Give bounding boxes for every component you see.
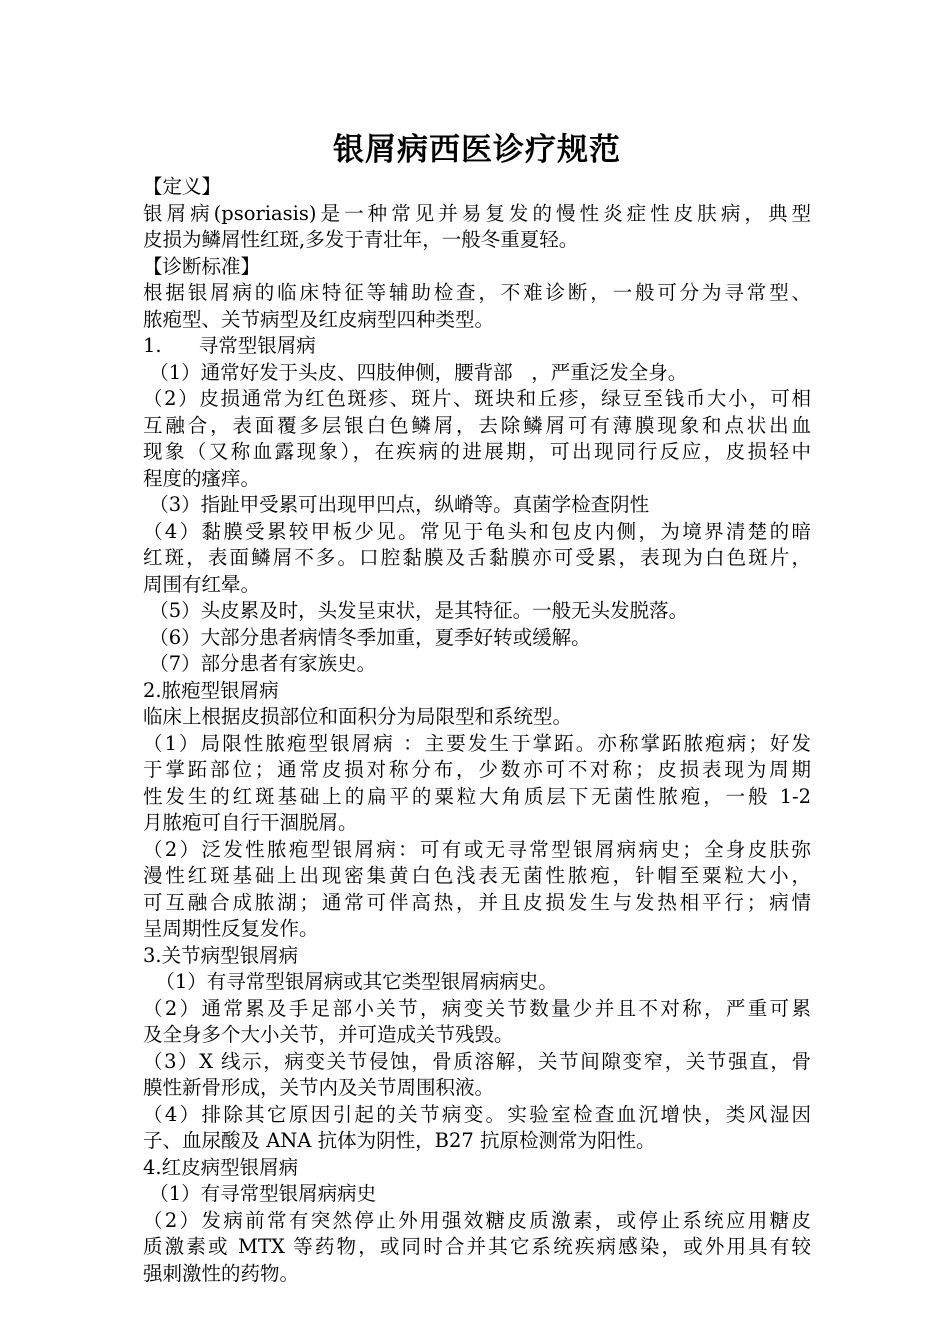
body-text-line: （2）皮损通常为红色斑疹、斑片、斑块和丘疹，绿豆至钱币大小，可相 — [143, 387, 811, 410]
body-text-line: 银屑病(psoriasis)是一种常见并易复发的慢性炎症性皮肤病，典型 — [143, 201, 811, 225]
body-text-line: （2）通常累及手足部小关节，病变关节数量少并且不对称，严重可累 — [143, 996, 811, 1020]
body-text-line: 漫性红斑基础上出现密集黄白色浅表无菌性脓疱，针帽至粟粒大小， — [143, 864, 811, 887]
body-text-line: （4）黏膜受累较甲板少见。常见于龟头和包皮内侧，为境界清楚的暗 — [143, 519, 811, 543]
body-text-line: 1. 寻常型银屑病 — [143, 334, 316, 357]
body-text-line: 皮损为鳞屑性红斑,多发于青壮年，一般冬重夏轻。 — [143, 228, 579, 251]
body-text-line: 质激素或 MTX 等药物，或同时合并其它系统疾病感染，或外用具有较 — [143, 1235, 811, 1258]
body-text-line: 于掌跖部位；通常皮损对称分布，少数亦可不对称；皮损表现为周期 — [143, 758, 811, 781]
body-text-line: 现象（又称血露现象），在疾病的进展期，可出现同行反应，皮损轻中 — [143, 440, 811, 463]
body-text-line: （1）有寻常型银屑病病史 — [143, 1182, 377, 1205]
body-text-line: 脓疱型、关节病型及红皮病型四种类型。 — [143, 307, 495, 331]
body-text-line: 【定义】 — [143, 175, 222, 198]
body-text-line: 根据银屑病的临床特征等辅助检查，不难诊断，一般可分为寻常型、 — [143, 281, 811, 304]
body-text-line: 3.关节病型银屑病 — [143, 943, 299, 967]
body-text-line: （4）排除其它原因引起的关节病变。实验室检查血沉增快，类风湿因 — [143, 1102, 811, 1126]
body-text-line: 红斑，表面鳞屑不多。口腔黏膜及舌黏膜亦可受累，表现为白色斑片， — [143, 546, 811, 569]
document-title: 银屑病西医诊疗规范 — [333, 132, 621, 168]
body-text-line: 【诊断标准】 — [143, 254, 261, 278]
body-text-line: 呈周期性反复发作。 — [143, 917, 319, 940]
body-text-line: 4.红皮病型银屑病 — [143, 1155, 299, 1179]
body-text-line: 临床上根据皮损部位和面积分为局限型和系统型。 — [143, 705, 573, 728]
document-page — [143, 128, 811, 1287]
body-text-line: 性发生的红斑基础上的扁平的粟粒大角质层下无菌性脓疱，一般 1-2 — [143, 784, 811, 808]
body-text-line: （3）X 线示，病变关节侵蚀，骨质溶解，关节间隙变窄，关节强直，骨 — [143, 1049, 811, 1073]
body-text-line: 程度的瘙痒。 — [143, 466, 261, 490]
body-text-line: （2）发病前常有突然停止外用强效糖皮质激素，或停止系统应用糖皮 — [143, 1208, 811, 1232]
body-text-line: （1）局限性脓疱型银屑病 ：主要发生于掌跖。亦称掌跖脓疱病；好发 — [143, 731, 811, 755]
body-text-line: （1）有寻常型银屑病或其它类型银屑病病史。 — [143, 970, 558, 993]
body-text-line: （5）头皮累及时，头发呈束状，是其特征。一般无头发脱落。 — [143, 599, 689, 622]
body-text-line: 强刺激性的药物。 — [143, 1261, 300, 1285]
body-text-line: 子、血尿酸及 ANA 抗体为阴性，B27 抗原检测常为阳性。 — [143, 1129, 656, 1152]
document-body — [143, 174, 811, 1287]
body-text-line: 及全身多个大小关节，并可造成关节残毁。 — [143, 1023, 514, 1046]
body-text-line: 周围有红晕。 — [143, 572, 261, 596]
body-text-line: 互融合，表面覆多层银白色鳞屑，去除鳞屑可有薄膜现象和点状出血 — [143, 413, 811, 437]
body-text-line: 月脓疱可自行干涸脱屑。 — [143, 811, 358, 834]
body-text-line: 膜性新骨形成，关节内及关节周围积液。 — [143, 1076, 495, 1099]
body-text-line: （1）通常好发于头皮、四肢伸侧，腰背部 ，严重泛发全身。 — [143, 360, 688, 384]
body-text-line: 可互融合成脓湖；通常可伴高热，并且皮损发生与发热相平行；病情 — [143, 890, 811, 914]
body-text-line: 2.脓疱型银屑病 — [143, 678, 279, 702]
body-text-line: （3）指趾甲受累可出现甲凹点，纵嵴等。真菌学检查阴性 — [143, 493, 650, 516]
body-text-line: （6）大部分患者病情冬季加重，夏季好转或缓解。 — [143, 625, 591, 649]
body-text-line: （7）部分患者有家族史。 — [143, 652, 377, 675]
body-text-line: （2）泛发性脓疱型银屑病：可有或无寻常型银屑病病史；全身皮肤弥 — [143, 837, 811, 861]
